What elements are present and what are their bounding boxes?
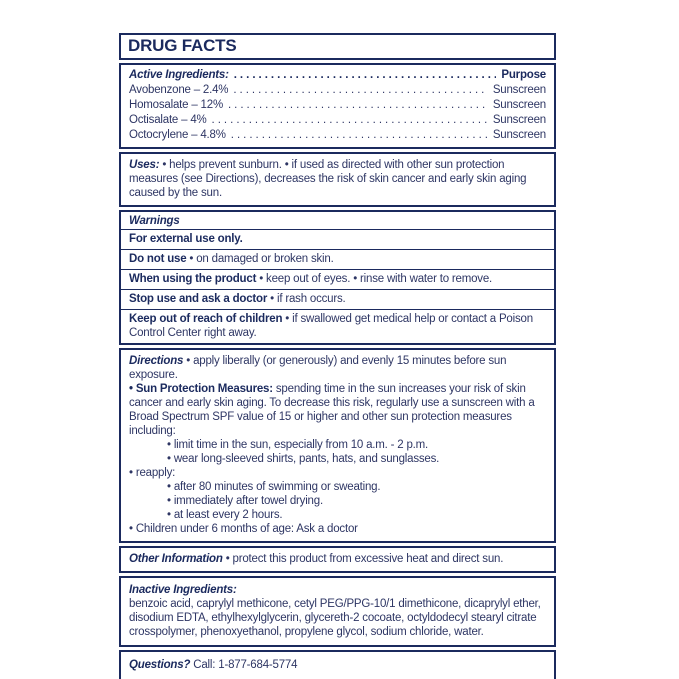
- list-item: • wear long-sleeved shirts, pants, hats, and sunglasses.: [167, 453, 440, 465]
- warning-bold: When using the product: [129, 273, 257, 285]
- questions-section: [119, 650, 556, 679]
- warning-text: • on damaged or broken skin.: [186, 253, 334, 265]
- table-row: [129, 128, 546, 143]
- drug-facts-panel: [119, 33, 556, 679]
- questions-text: Call: 1-877-684-5774: [190, 659, 298, 671]
- warning-text: • keep out of eyes. • rinse with water to remove.: [256, 273, 493, 285]
- list-item: • after 80 minutes of swimming or sweating.: [167, 481, 381, 493]
- title-box: [119, 33, 556, 60]
- dot-leader: [228, 98, 488, 113]
- warning-text: • if rash occurs.: [267, 293, 346, 305]
- warnings-heading-row: [121, 212, 554, 230]
- ingredient-purpose: Sunscreen: [492, 129, 546, 141]
- list-item: • limit time in the sun, especially from 10 a.m. - 2 p.m.: [167, 439, 429, 451]
- warnings-heading: Warnings: [129, 215, 180, 227]
- inactive-ingredients-heading: Inactive Ingredients:: [129, 584, 237, 596]
- warnings-section: [119, 210, 556, 345]
- directions-heading: Directions: [129, 355, 184, 367]
- ingredient-name: Avobenzone – 2.4%: [129, 84, 229, 96]
- warning-bold: For external use only.: [129, 233, 243, 245]
- inactive-ingredients-section: [119, 576, 556, 647]
- warning-row: [121, 290, 554, 310]
- inactive-ingredients-text: benzoic acid, caprylyl methicone, cetyl PEG/PPG-10/1 dimethicone, dicaprylyl ether, disodium EDTA, ethylhexylglycerin, glycereth-2 cocoate, octyldodecyl stearyl citrate crosspolymer, phenoxyethanol, propylene glycol, sodium chloride, water.: [129, 598, 541, 638]
- active-ingredients-section: [119, 63, 556, 149]
- warning-bold: Stop use and ask a doctor: [129, 293, 268, 305]
- ingredient-purpose: Sunscreen: [492, 99, 546, 111]
- uses-section: [119, 152, 556, 207]
- ingredient-name: Octocrylene – 4.8%: [129, 129, 226, 141]
- warning-row: [121, 250, 554, 270]
- table-row: [129, 98, 546, 113]
- dot-leader: [234, 68, 497, 83]
- uses-heading: Uses:: [129, 159, 160, 171]
- warning-row: [121, 270, 554, 290]
- ingredient-name: Octisalate – 4%: [129, 114, 207, 126]
- warning-bold: Do not use: [129, 253, 187, 265]
- sun-protection-paragraph: [129, 382, 546, 438]
- dot-leader: [233, 83, 487, 98]
- table-row: [129, 83, 546, 98]
- other-information-section: [119, 546, 556, 573]
- active-ingredients-heading: Active Ingredients:: [129, 69, 229, 81]
- ingredient-purpose: Sunscreen: [492, 114, 546, 126]
- warning-bold: Keep out of reach of children: [129, 313, 283, 325]
- ingredient-name: Homosalate – 12%: [129, 99, 223, 111]
- purpose-column-header: Purpose: [501, 69, 546, 81]
- uses-text: • helps prevent sunburn. • if used as directed with other sun protection measures (see Directions), decreases the risk of skin cancer and early skin aging caused by the sun.: [129, 159, 527, 199]
- warning-text: • if swallowed get medical help or contact a Poison Control Center right away.: [129, 313, 533, 339]
- directions-intro-line: [129, 354, 546, 382]
- warning-row: [121, 310, 554, 343]
- list-item: • at least every 2 hours.: [167, 509, 283, 521]
- other-information-heading: Other Information: [129, 553, 223, 565]
- list-item: • immediately after towel drying.: [167, 495, 323, 507]
- dot-leader: [231, 128, 488, 143]
- page-title: DRUG FACTS: [128, 36, 237, 55]
- other-information-text: • protect this product from excessive heat and direct sun.: [222, 553, 504, 565]
- questions-heading: Questions?: [129, 659, 191, 671]
- directions-section: [119, 348, 556, 543]
- table-row: [129, 113, 546, 128]
- dot-leader: [212, 113, 488, 128]
- sun-protection-heading: • Sun Protection Measures:: [129, 383, 273, 395]
- inactive-ingredients-heading-line: [129, 583, 546, 597]
- children-note-line: • Children under 6 months of age: Ask a doctor: [129, 523, 358, 535]
- warning-row: [121, 230, 554, 250]
- sun-protection-text: spending time in the sun increases your risk of skin cancer and early skin aging. To decrease this risk, regularly use a sunscreen with a Broad Spectrum SPF value of 15 or higher and other sun protection measures including:: [129, 383, 535, 437]
- directions-intro-text: • apply liberally (or generously) and evenly 15 minutes before sun exposure.: [129, 355, 507, 381]
- ingredient-purpose: Sunscreen: [492, 84, 546, 96]
- active-ingredients-header-row: [129, 68, 546, 83]
- reapply-line: • reapply:: [129, 467, 176, 479]
